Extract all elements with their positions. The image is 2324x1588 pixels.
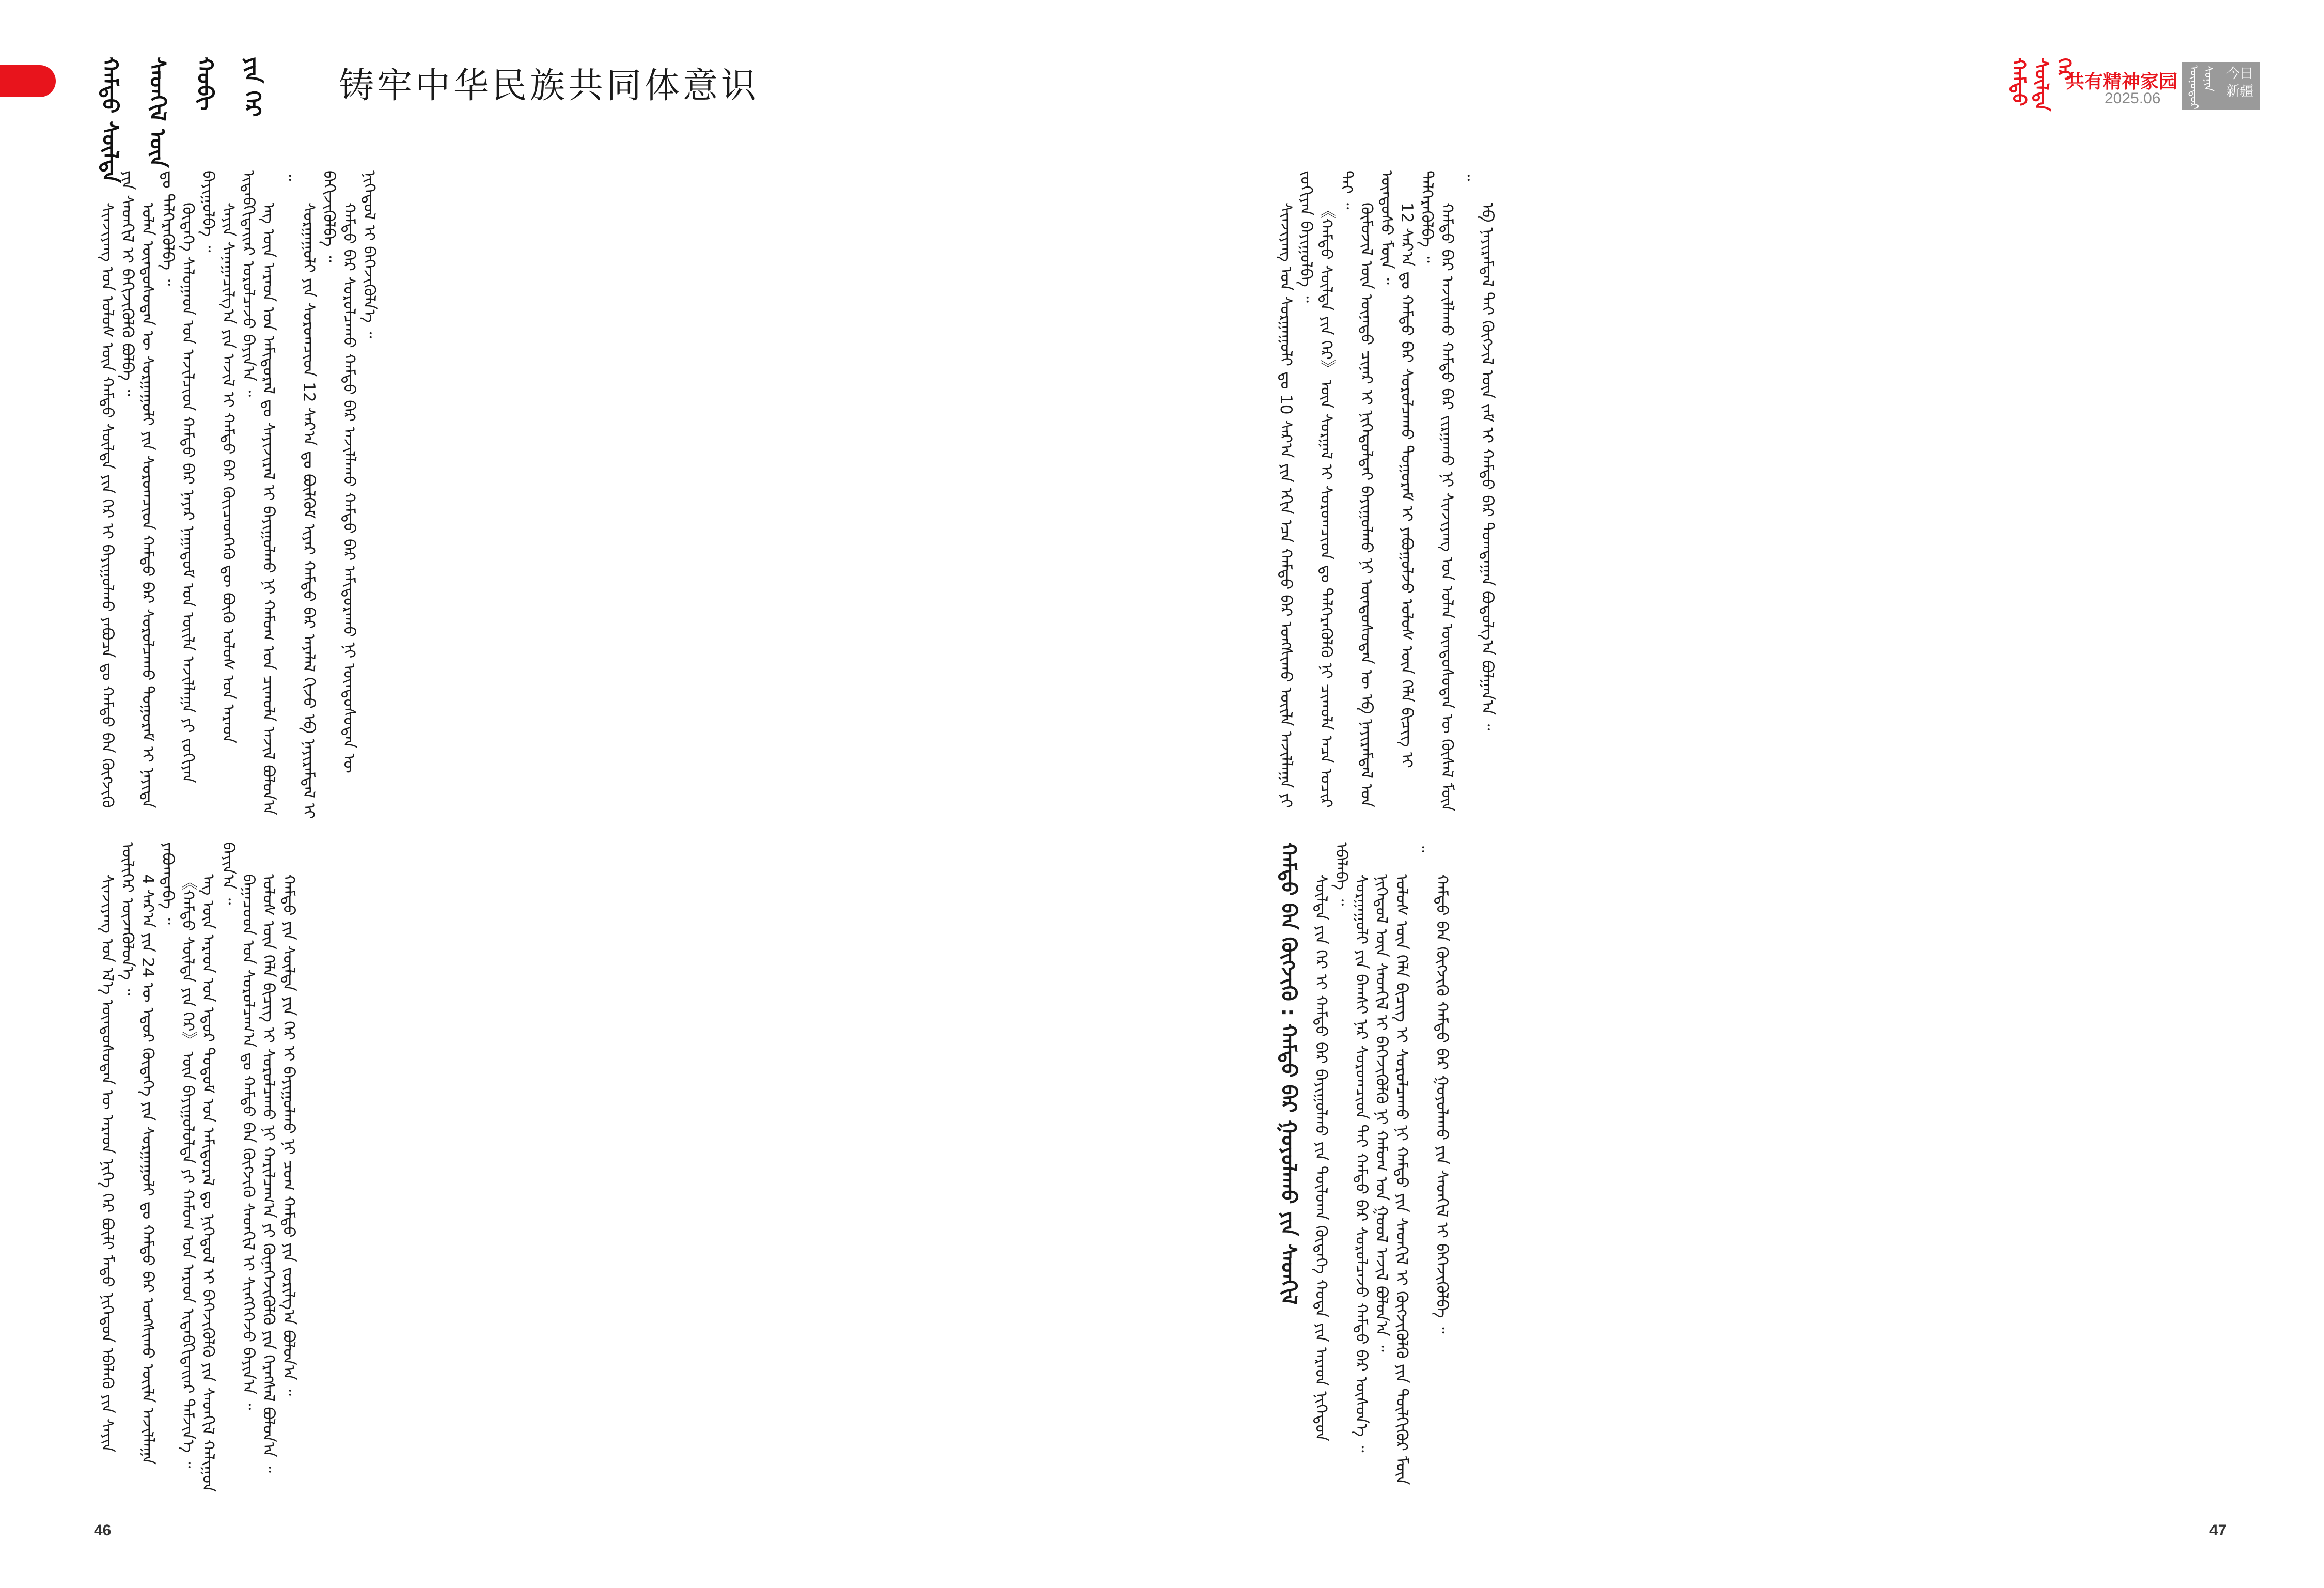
page-number-left: 46 (94, 1522, 112, 1539)
brand-header (2009, 58, 2278, 115)
section-header-line-3: ᠬᠤᠪᠢ (193, 57, 218, 111)
article-paragraph: ᠡᠪ ᠨᠠᠶᠢᠷᠠᠮᠳᠠᠯ ᠲᠠᠶ ᠬᠥᠭᠵᠢᠯ ᠦᠨ ᠵᠠᠮ ᠢ ᠬᠠᠮᠲᠤ ᠪᠡᠷ ᠲᠣᠭᠲᠠᠭᠠᠨ ᠪᠣᠳᠤᠯᠭ᠎ᠠ ᠪᠣᠯᠭᠠᠨ᠎ᠠ ᠃ (1478, 203, 1497, 731)
article-paragraph: ᠰᠤᠷᠭᠠᠭᠤᠯᠢ ᠶᠢᠨ ᠰᠤᠷᠤᠭᠴᠢᠳ 12 ᠰᠠᠷ᠎ᠠ ᠳᠤ ᠪᠦᠯᠬᠦᠮ ᠢᠶᠡᠷ ᠬᠠᠮᠲᠤ ᠪᠡᠷ ᠠᠶᠠᠯᠠᠯ ᠬᠢᠵᠦ ᠡᠪ ᠨᠠᠶᠢᠷᠠᠮᠳᠠᠯ ᠢ ᠪᠡᠬᠢᠵᠢᠭᠦᠯᠪᠡ ᠃ (300, 170, 338, 819)
article-paragraph: ᠰᠠᠶᠢᠨ ᠰᠠᠨᠠᠭᠠᠴᠢᠯᠭ᠎ᠠ ᠶᠢᠨ ᠠᠵᠢᠯ ᠢ ᠬᠠᠮᠲᠤ ᠪᠡᠷ ᠭᠦᠢᠴᠡᠳᠬᠡᠬᠦ ᠳᠦ ᠪᠦᠬᠦ ᠤᠯᠤᠰ ᠤᠨ ᠠᠷᠠᠳ ᠢᠳᠡᠪᠬᠢᠲᠡᠶ᠌ᠡᠷ ᠣᠷᠣᠯᠴᠠᠵᠤ ᠪᠠᠶᠢᠨ᠎ᠠ ᠃ (219, 170, 258, 743)
article-paragraph: ᠰᠤᠷᠭᠠᠭᠤᠯᠢ ᠶᠢᠨ ᠪᠠᠭᠰᠢ ᠨᠠᠷ ᠰᠤᠷᠤᠭᠴᠢᠳ ᠲᠠᠶ ᠬᠠᠮᠲᠤ ᠪᠡᠷ ᠰᠤᠷᠤᠯᠴᠠᠵᠤ ᠬᠠᠮᠲᠤ ᠪᠡᠷ ᠥᠰᠦᠨ᠎ᠡ ᠃ (1352, 874, 1371, 1453)
article-paragraph: ᠬᠠᠮᠲᠤ ᠪᠡᠷ ᠠᠵᠢᠯᠯᠠᠬᠤ ᠬᠠᠮᠲᠤ ᠪᠡᠷ ᠵᠢᠷᠭᠠᠬᠤ ᠨᠢ ᠰᠢᠨᠵᠢᠶᠠᠩ ᠤᠨ ᠣᠯᠠᠨ ᠦᠨᠳᠦᠰᠦᠲᠡᠨ ᠦ ᠬᠦᠰᠡᠯ ᠮᠥᠨ ᠃ (1438, 170, 1477, 812)
section-header-line-1: ᠬᠠᠮᠲᠤ ᠰᠦᠯᠳᠡ (98, 57, 123, 183)
brand-logo-word-3: ᠭᠡᠷ (2053, 58, 2075, 81)
series-title: 铸牢中华民族共同体意识 (339, 66, 760, 106)
article-paragraph: ᠰᠢᠨᠵᠢᠶᠠᠩ ᠤᠨ ᠡᠯ᠎ᠡ ᠦᠨᠳᠦᠰᠦᠲᠡᠨ ᠦ ᠠᠷᠠᠳ ᠨᠢᠭᠡ ᠭᠡᠷ ᠪᠦᠯᠢ ᠮᠡᠲᠦ ᠨᠢᠭᠡᠳᠦᠨ ᠡᠪᠡᠯᠡᠬᠦ ᠶᠢᠨ ᠰᠠᠶᠢᠨ ᠦᠯᠢᠭᠡᠷ ᠦᠵᠡᠬᠦᠯᠦᠨ᠎ᠡ ᠃ (98, 842, 137, 1453)
article-paragraph: ᠪᠠᠭᠠᠴᠤᠳ ᠤᠨ ᠰᠤᠷᠤᠯᠴᠠᠭ᠎ᠠ ᠳᠤ ᠬᠠᠮᠲᠤ ᠪᠡᠨ ᠬᠥᠭᠵᠢᠬᠦ ᠰᠡᠳᠬᠢᠯ ᠢ ᠰᠢᠩᠭᠡᠭᠡᠵᠦ ᠪᠠᠶᠢᠨ᠎ᠠ ᠃ (239, 874, 258, 1410)
article-paragraph: ᠡᠩ ᠦᠨ ᠠᠷᠠᠳ ᠤᠨ ᠠᠮᠢᠳᠤᠷᠠᠯ ᠳᠤ ᠰᠠᠶᠢᠵᠢᠷᠠᠯ ᠢ ᠪᠠᠶᠢᠭᠤᠯᠬᠤ ᠨᠢ ᠬᠠᠮᠤᠭ ᠤᠨ ᠴᠢᠬᠤᠯᠠ ᠠᠵᠢᠯ ᠪᠣᠯᠤᠨ᠎ᠠ ᠃ (259, 170, 298, 815)
article-paragraph: ᠤᠯᠤᠰ ᠦᠨ ᠬᠡᠯᠡ ᠪᠢᠴᠢᠭ ᠢ ᠰᠤᠷᠤᠯᠴᠠᠬᠤ ᠨᠢ ᠬᠠᠮᠲᠤ ᠶᠢᠨ ᠰᠡᠳᠬᠢᠯ ᠢ ᠬᠥᠭᠵᠢᠭᠦᠯᠬᠦ ᠶᠢᠨ ᠲᠦᠯᠬᠢᠭᠦᠷ ᠮᠥᠨ ᠃ (1392, 842, 1431, 1485)
left-page-body (97, 170, 1135, 1493)
article-paragraph: ᠣᠯᠠᠨ ᠦᠨᠳᠦᠰᠦᠲᠡᠨ ᠦ ᠰᠤᠷᠭᠠᠭᠤᠯᠢ ᠶᠢᠨ ᠰᠤᠷᠤᠭᠴᠢᠳ ᠬᠠᠮᠲᠤ ᠪᠡᠷ ᠰᠤᠷᠤᠯᠴᠠᠬᠤ ᠲᠤᠭᠤᠷᠠᠮ ᠢ ᠨᠡᠶᠢᠲᠡ ᠳᠤ ᠳᠡᠯᠭᠡᠷᠡᠭᠦᠯᠪᠡ ᠃ (138, 170, 177, 808)
article-paragraph: ᠨᠢᠭᠡᠳᠦᠯ ᠦᠨ ᠰᠡᠳᠬᠢᠯ ᠢ ᠪᠡᠬᠡᠵᠢᠭᠦᠯᠬᠦ ᠨᠢ ᠬᠠᠮᠤᠭ ᠤᠨ ᠭᠣᠣᠯ ᠠᠵᠢᠯ ᠪᠣᠯᠤᠨ᠎ᠠ ᠃ (1372, 874, 1391, 1352)
article-paragraph: ᠰᠢᠨᠵᠢᠶᠠᠩ ᠤᠨ ᠤᠯᠤᠰ ᠦᠨ ᠬᠠᠮᠲᠤ ᠰᠦᠯᠳᠡ ᠶᠢᠨ ᠭᠡᠷ ᠢ ᠪᠠᠶᠢᠭᠤᠯᠬᠤ ᠶᠠᠪᠤᠴᠠ ᠳᠤ ᠬᠠᠮᠲᠤ ᠪᠡᠨ ᠬᠥᠭᠵᠢᠬᠦ ᠶᠢᠨ ᠰᠡᠳᠬᠢᠯ ᠢ ᠪᠡᠬᠢᠵᠢᠭᠦᠯᠬᠦ ᠪᠣᠯᠪᠠ ᠃ (98, 170, 137, 808)
right-page-body (1276, 170, 2190, 1493)
issue-date: 2025.06 (2105, 90, 2161, 107)
article-paragraph: ᠤᠯᠤᠰ ᠦᠨ ᠬᠡᠯᠡ ᠪᠢᠴᠢᠭ ᠢ ᠰᠤᠷᠤᠯᠴᠠᠬᠤ ᠨᠢ ᠬᠠᠷᠢᠯᠴᠠᠭ᠎ᠠ ᠶᠢ ᠭᠦᠨᠡᠭᠡᠵᠢᠭᠦᠯᠬᠦ ᠶᠢᠨ ᠬᠡᠷᠡᠭᠰᠡᠯ ᠪᠣᠯᠤᠨ᠎ᠠ ᠃ (259, 874, 278, 1473)
article-paragraph: ᠬᠠᠮᠲᠤ ᠶᠢᠨ ᠰᠦᠯᠳᠡ ᠶᠢᠨ ᠭᠡᠷ ᠢ ᠪᠠᠶᠢᠭᠤᠯᠬᠤ ᠨᠢ ᠴᠤᠭ ᠬᠠᠮᠲᠤ ᠶᠢᠨ ᠵᠣᠷᠢᠯᠭ᠎ᠠ ᠪᠣᠯᠤᠨ᠎ᠠ ᠃ (279, 874, 298, 1396)
article-paragraph: ᠰᠦᠯᠳᠡ ᠶᠢᠨ ᠭᠡᠷ ᠢ ᠬᠠᠮᠲᠤ ᠪᠡᠷ ᠪᠠᠶᠢᠭᠤᠯᠬᠤ ᠶᠢᠨ ᠲᠥᠯᠥᠭ᠍ᠡ ᠬᠥᠳᠡᠭᠡ ᠬᠣᠲᠠ ᠶᠢᠨ ᠠᠷᠠᠳ ᠨᠢᠭᠡᠳᠦᠨ ᠡᠪᠡᠯᠡᠪᠡ ᠃ (1312, 842, 1351, 1442)
article-paragraph: ᠰᠢᠨᠵᠢᠶᠠᠩ ᠤᠨ ᠰᠤᠷᠭᠠᠭᠤᠯᠢ ᠳᠤ 10 ᠰᠠᠷ᠎ᠠ ᠶᠢᠨ ᠡᠬᠢᠨ ᠡᠴᠡ ᠬᠠᠮᠲᠤ ᠪᠡᠷ ᠤᠩᠰᠢᠬᠤ ᠦᠢᠯᠡ ᠠᠵᠢᠯᠯᠠᠭᠠ ᠶᠢ ᠵᠣᠬᠢᠶᠠᠨ ᠪᠠᠶᠢᠭᠤᠯᠪᠠ ᠃ (1277, 170, 1315, 808)
article-paragraph: ᠬᠠᠮᠲᠤ ᠪᠡᠷ ᠰᠤᠷᠤᠯᠴᠠᠬᠤ ᠬᠠᠮᠲᠤ ᠪᠡᠷ ᠠᠵᠢᠯᠯᠠᠬᠤ ᠬᠠᠮᠲᠤ ᠪᠡᠷ ᠠᠮᠢᠳᠤᠷᠠᠬᠤ ᠨᠢ ᠦᠨᠳᠦᠰᠦᠲᠡᠨ ᠦ ᠨᠢᠭᠡᠳᠦᠯ ᠢ ᠪᠡᠬᠡᠵᠢᠭᠦᠯᠨ᠎ᠡ ᠃ (340, 170, 379, 773)
brand-logo-word-2: ᠰᠦᠯᠳᠡ (2031, 58, 2052, 112)
left-top-columns (97, 170, 1135, 827)
article-headline: ᠬᠠᠮᠲᠤ ᠪᠡᠨ ᠬᠥᠭᠵᠢᠬᠦ : ᠬᠠᠮᠲᠤ ᠪᠡᠷ ᠭᠤᠶᠤᠯᠠᠬᠤ ᠶᠢᠨ ᠰᠡᠳᠬᠢᠯ (1277, 842, 1300, 1305)
article-paragraph: ᠬᠦᠮᠦᠵᠢᠯ ᠦᠨ ᠦᠨᠡᠲᠦ ᠴᠢᠨᠠᠷ ᠢ ᠨᠢᠭᠡᠳᠦᠯᠲᠡᠶ ᠪᠠᠶᠢᠭᠤᠯᠬᠤ ᠨᠢ ᠦᠨᠳᠦᠰᠦᠲᠡᠨ ᠦ ᠡᠪ ᠨᠠᠶᠢᠷᠠᠮᠳᠠᠯ ᠤᠨ ᠦᠨᠳᠦᠰᠦ ᠮᠦᠨ ᠃ (1357, 170, 1396, 808)
article-paragraph: 《ᠬᠠᠮᠲᠤ ᠰᠦᠯᠳᠡ ᠶᠢᠨ ᠭᠡᠷ》 ᠦᠨ ᠪᠠᠶᠢᠭᠤᠯᠤᠯᠲᠠ ᠶᠢ ᠬᠠᠮᠤᠭ ᠤᠨ ᠠᠷᠠᠳ ᠢᠳᠡᠪᠬᠢᠲᠡᠶ᠌ᠡᠷ ᠳᠡᠮᠵᠢᠨ᠎ᠡ ᠃ (179, 874, 197, 1469)
brand-logo-mongolian (2009, 58, 2073, 115)
article-paragraph: ᠬᠠᠮᠲᠤ ᠪᠡᠨ ᠬᠥᠭᠵᠢᠬᠦ ᠬᠠᠮᠲᠤ ᠪᠡᠷ ᠭᠤᠶᠤᠯᠠᠬᠤ ᠶᠢᠨ ᠰᠡᠳᠬᠢᠯ ᠢ ᠪᠡᠬᠡᠵᠢᠭᠦᠯᠪᠡ ᠃ (1433, 874, 1451, 1334)
section-header-line-2: ᠰᠡᠳᠬᠢᠯ ᠦᠨ (145, 57, 170, 168)
brand-name: 共有精神家园 (2066, 71, 2178, 92)
today-xinjiang-logo (2182, 62, 2260, 110)
right-top-columns (1276, 170, 2190, 827)
section-header-mongolian (98, 57, 265, 183)
article-paragraph: 4 ᠰᠠᠷ᠎ᠠ ᠶᠢᠨ 24 ᠦ ᠡᠳᠦᠷ ᠬᠥᠳᠡᠭᠡ ᠶᠢᠨ ᠰᠤᠷᠭᠠᠭᠤᠯᠢ ᠳᠤ ᠬᠠᠮᠲᠤ ᠪᠡᠷ ᠤᠩᠰᠢᠬᠤ ᠦᠢᠯᠡ ᠠᠵᠢᠯᠯᠠᠭᠠ ᠶᠠᠪᠤᠭᠳᠠᠪᠠ ᠃ (138, 842, 177, 1465)
brand-logo-word-1: ᠬᠠᠮᠲᠤ (2008, 58, 2029, 106)
left-bottom-columns (97, 842, 1135, 1493)
logo2-mongol-1: ᠥᠨᠥᠳᠦᠷ (2187, 65, 2200, 110)
article-paragraph: ᠡᠩ ᠦᠨ ᠠᠷᠠᠳ ᠤᠨ ᠡᠳᠦᠷ ᠲᠤᠲᠤᠮ ᠤᠨ ᠠᠮᠢᠳᠤᠷᠠᠯ ᠳᠤ ᠨᠢᠭᠡᠳᠦᠯ ᠢ ᠪᠡᠬᠡᠵᠢᠭᠦᠯᠬᠦ ᠶᠢᠨ ᠰᠡᠳᠬᠢᠯ ᠬᠠᠯᠢᠭᠤᠨ ᠪᠠᠶᠢᠨ᠎ᠠ ᠃ (199, 842, 238, 1492)
logo2-mongol-2: ᠰᠣᠨᠢᠨ (2202, 65, 2215, 92)
article-paragraph: 《ᠬᠠᠮᠲᠤ ᠰᠦᠯᠳᠡ ᠶᠢᠨ ᠭᠡᠷ》 ᠦᠨ ᠰᠤᠷᠭᠠᠯ ᠢ ᠰᠤᠷᠤᠭᠴᠢᠳ ᠳᠤ ᠳᠡᠯᠭᠡᠷᠡᠭᠦᠯᠬᠦ ᠨᠢ ᠴᠢᠬᠤᠯᠠ ᠠᠴᠠ ᠤᠴᠢᠷ ᠲᠠᠶ ᠃ (1317, 170, 1356, 808)
section-tab-marker (0, 65, 56, 97)
page-number-right: 47 (2209, 1522, 2227, 1539)
section-header-line-4: ᠶᠢᠨ ᠭᠡᠷ (240, 57, 265, 117)
article-paragraph: 12 ᠰᠠᠷ᠎ᠠ ᠳᠤ ᠬᠠᠮᠲᠤ ᠪᠡᠷ ᠰᠤᠷᠤᠯᠴᠠᠬᠤ ᠲᠤᠭᠤᠷᠠᠮ ᠢ ᠶᠠᠪᠤᠭᠤᠯᠵᠤ ᠤᠯᠤᠰ ᠦᠨ ᠬᠡᠯᠡ ᠪᠢᠴᠢᠭ ᠢ ᠳᠡᠯᠭᠡᠷᠡᠭᠦᠯᠪᠡ ᠃ (1397, 170, 1436, 768)
logo2-chinese: 今日新疆 (2226, 66, 2253, 99)
article-paragraph: ᠬᠥᠳᠡᠭᠡ ᠰᠠᠯᠤᠭᠠᠳ ᠤᠨ ᠠᠵᠢᠯᠴᠢᠳ ᠬᠠᠮᠲᠤ ᠪᠡᠷ ᠨᠠᠶᠠᠷ ᠨᠠᠭᠠᠳᠤᠮ ᠤᠨ ᠦᠢᠯᠡ ᠠᠵᠢᠯᠯᠠᠭᠠ ᠶᠢ ᠵᠣᠬᠢᠶᠠᠨ ᠪᠠᠶᠢᠭᠤᠯᠪᠠ ᠃ (179, 170, 217, 784)
right-bottom-columns (1276, 842, 2190, 1493)
